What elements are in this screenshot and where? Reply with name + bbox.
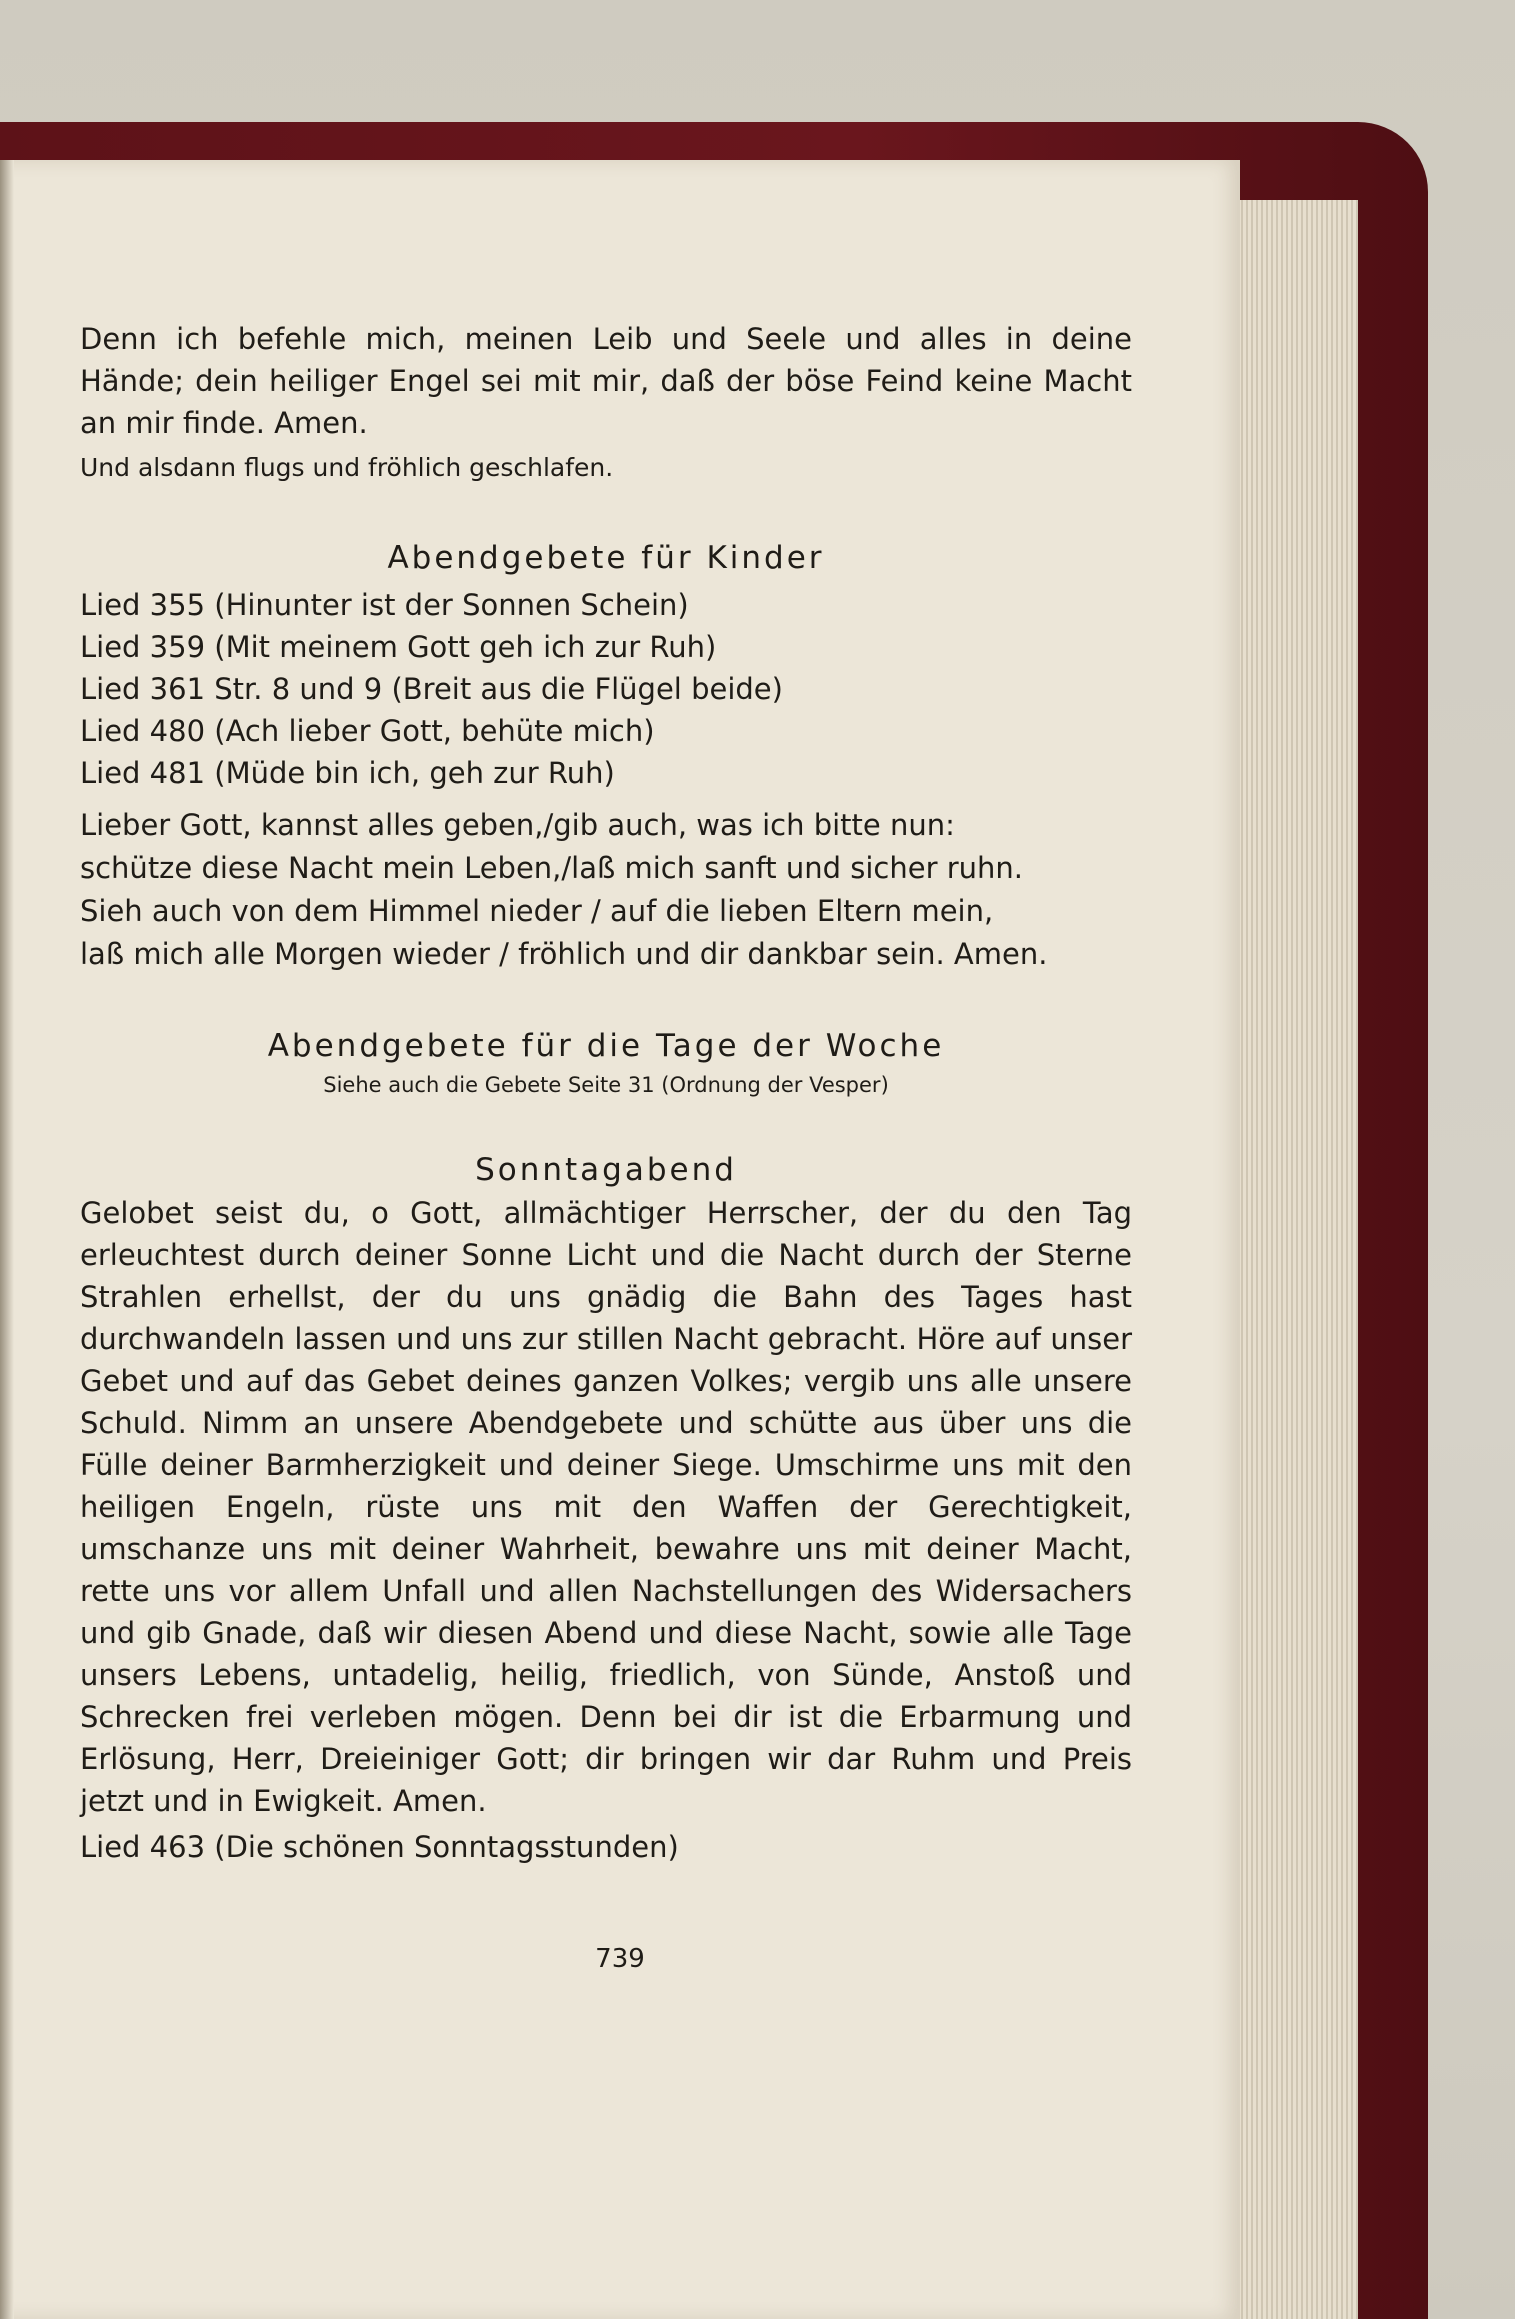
closing-note: Und alsdann flugs und fröhlich geschlafen. — [80, 453, 614, 482]
page-content — [80, 318, 1132, 1868]
week-section-subheading: Siehe auch die Gebete Seite 31 (Ordnung der Vesper) — [323, 1073, 889, 1097]
hymn-list-item: Lied 480 (Ach lieber Gott, behüte mich) — [80, 714, 655, 748]
hymn-list-item: Lied 481 (Müde bin ich, geh zur Ruh) — [80, 756, 615, 790]
sunday-hymn-reference: Lied 463 (Die schönen Sonntagsstunden) — [80, 1830, 679, 1864]
page-number: 739 — [595, 1944, 645, 1974]
sunday-section-heading: Sonntagabend — [475, 1152, 737, 1188]
children-section — [80, 536, 1132, 976]
hymn-list-item: Lied 361 Str. 8 und 9 (Breit aus die Flügel beide) — [80, 672, 783, 706]
verse-line: schütze diese Nacht mein Leben,/laß mich sanft und sicher ruhn. — [80, 851, 1024, 885]
verse-line: Lieber Gott, kannst alles geben,/gib auch, was ich bitte nun: — [80, 808, 955, 842]
week-section — [80, 1024, 1132, 1100]
opening-prayer: Denn ich befehle mich, meinen Leib und Seele und alles in deine Hände; dein heiliger Engel sei mit mir, daß der böse Feind keine Macht an mir finde. Amen. — [80, 322, 1132, 440]
sunday-section — [80, 1148, 1132, 1868]
children-section-heading: Abendgebete für Kinder — [387, 540, 825, 576]
sunday-prayer: Gelobet seist du, o Gott, allmächtiger Herrscher, der du den Tag erleuchtest durch deiner Sonne Licht und die Nacht durch der Sterne Strahlen erhellst, der du uns gnädig die Bahn des Tages hast durchwandeln lassen und uns zur stillen Nacht gebracht. Höre auf unser Gebet und auf das Gebet deines ganzen Volkes; vergib uns alle unsere Schuld. Nimm an unsere Abendgebete und schütte aus über uns die Fülle deiner Barmherzigkeit und deiner Siege. Umschirme uns mit den heiligen Engeln, rüste uns mit den Waffen der Gerechtigkeit, umschanze uns mit deiner Wahrheit, bewahre uns mit deiner Macht, rette uns vor allem Unfall und allen Nachstellungen des Widersachers und gib Gnade, daß wir diesen Abend und diese Nacht, sowie alle Tage unsers Lebens, untadelig, heilig, friedlich, von Sünde, Anstoß und Schrecken frei verleben mögen. Denn bei dir ist die Erbarmung und Erlösung, Herr, Dreieiniger Gott; dir bringen wir dar Ruhm und Preis jetzt und in Ewigkeit. Amen. — [80, 1196, 1132, 1818]
hymn-list-item: Lied 359 (Mit meinem Gott geh ich zur Ruh) — [80, 630, 717, 664]
page-gutter — [0, 160, 14, 2319]
hymn-list-item: Lied 355 (Hinunter ist der Sonnen Schein) — [80, 588, 689, 622]
week-section-heading: Abendgebete für die Tage der Woche — [267, 1028, 945, 1064]
page-edges — [1228, 200, 1358, 2319]
children-hymn-list — [80, 584, 1132, 794]
verse-line: laß mich alle Morgen wieder / fröhlich und dir dankbar sein. Amen. — [80, 937, 1048, 971]
children-verse — [80, 804, 1132, 976]
verse-line: Sieh auch von dem Himmel nieder / auf die lieben Eltern mein, — [80, 894, 994, 928]
